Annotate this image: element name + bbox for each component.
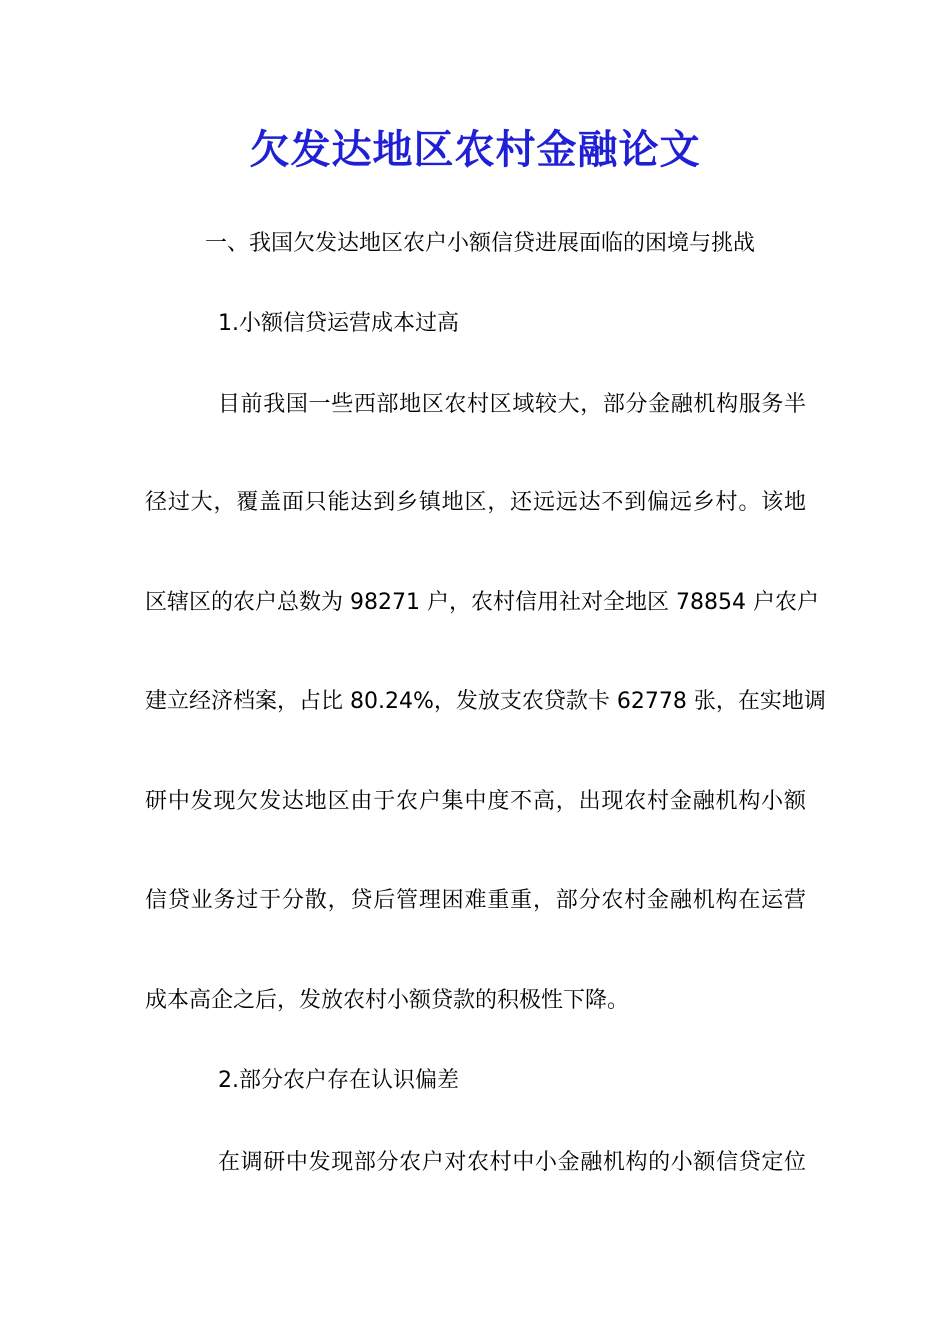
paragraph-line: 目前我国一些西部地区农村区域较大，部分金融机构服务半 [218,392,806,417]
paragraph-line: 建立经济档案，占比 80.24%，发放支农贷款卡 62778 张，在实地调 [145,689,826,714]
paragraph-line: 区辖区的农户总数为 98271 户，农村信用社对全地区 78854 户农户 [145,590,819,615]
paragraph-line: 径过大，覆盖面只能达到乡镇地区，还远远达不到偏远乡村。该地 [145,490,806,515]
paragraph-line: 信贷业务过于分散，贷后管理困难重重，部分农村金融机构在运营 [145,888,806,913]
section-heading: 一、我国欠发达地区农户小额信贷进展面临的困境与挑战 [205,231,756,256]
paragraph-line: 研中发现欠发达地区由于农户集中度不高，出现农村金融机构小额 [145,789,806,814]
paragraph-line: 成本高企之后，发放农村小额贷款的积极性下降。 [145,988,630,1013]
subsection-heading-1: 1.小额信贷运营成本过高 [218,311,459,336]
document-title: 欠发达地区农村金融论文 [249,126,701,173]
paragraph-line: 在调研中发现部分农户对农村中小金融机构的小额信贷定位 [218,1150,806,1175]
subsection-heading-2: 2.部分农户存在认识偏差 [218,1068,459,1093]
